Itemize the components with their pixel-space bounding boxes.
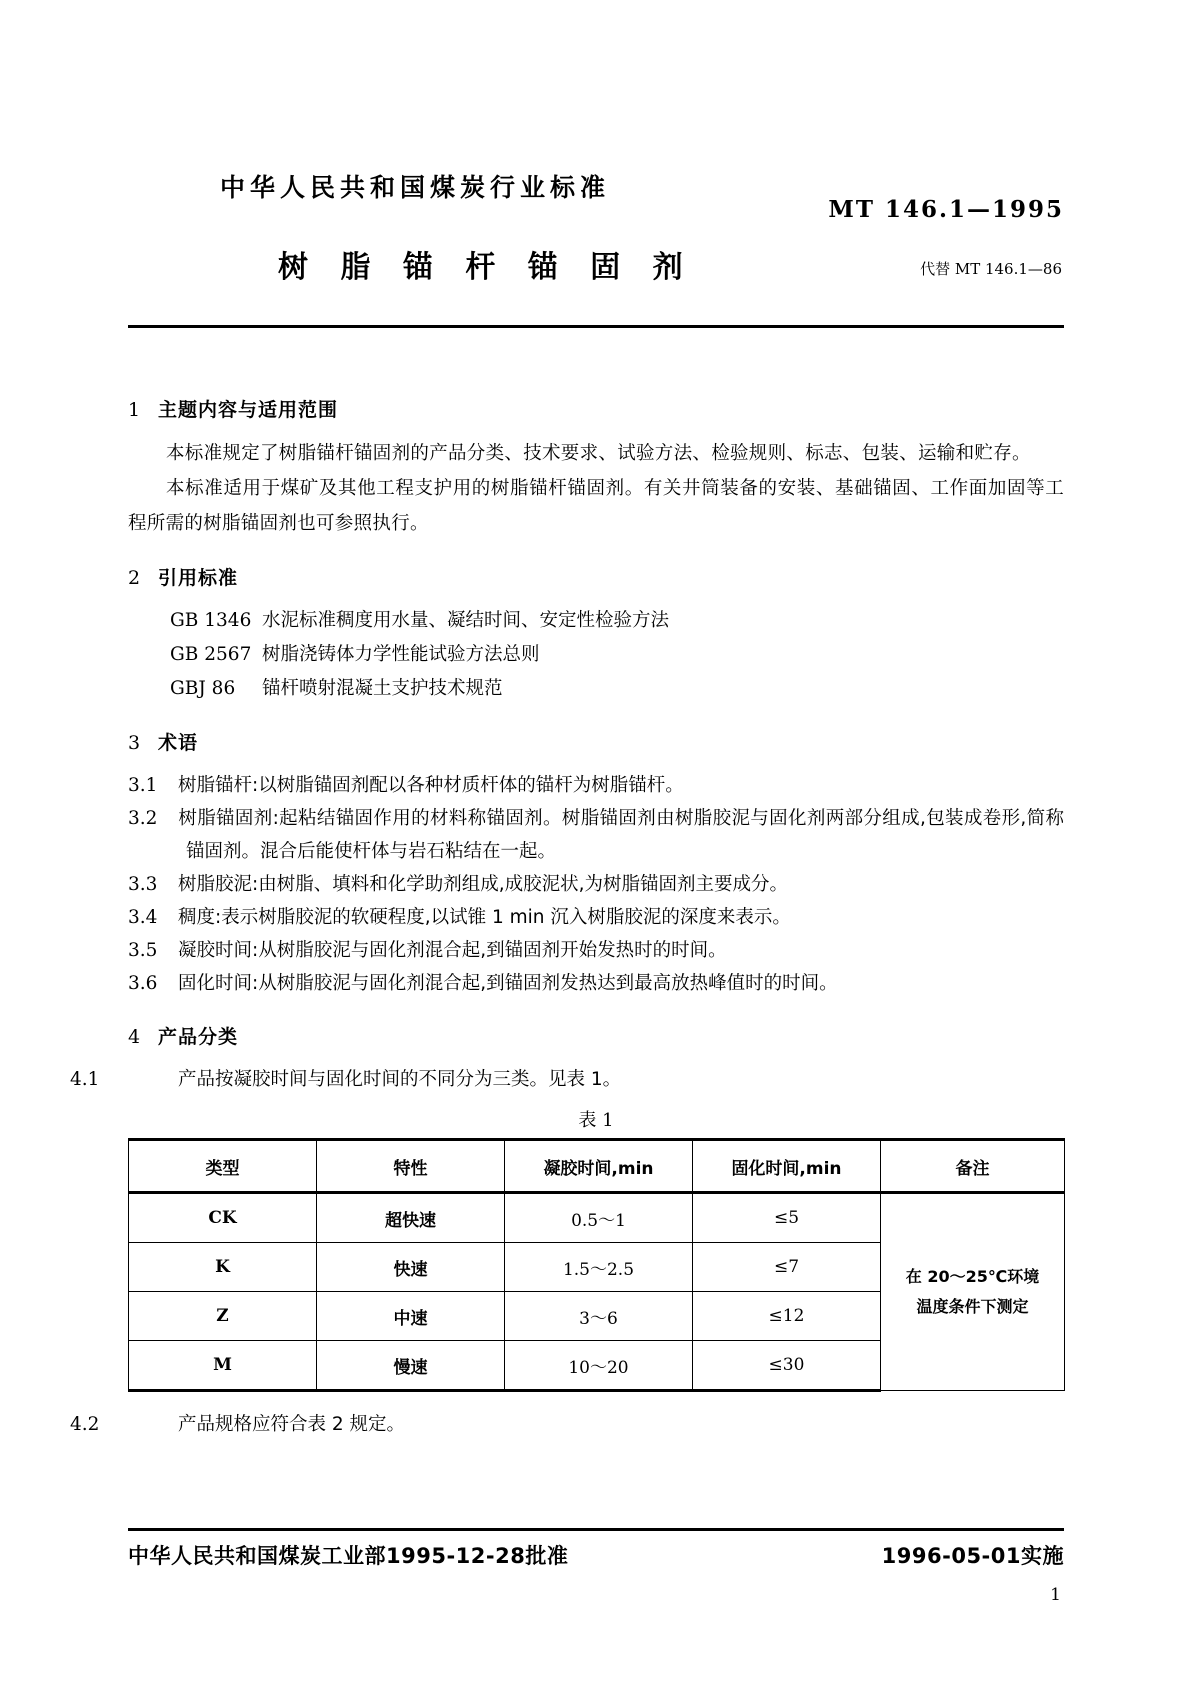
term-number: 3.2 [128,808,158,829]
section-title-2: 引用标准 [158,567,239,589]
column-header-type: 类型 [129,1140,317,1193]
reference-code: GB 2567 [170,644,252,665]
term-text: 树脂胶泥:由树脂、填料和化学助剂组成,成胶泥状,为树脂锚固剂主要成分。 [178,874,788,895]
cell-feature: 快速 [317,1243,505,1292]
approval-statement: 中华人民共和国煤炭工业部1995-12-28批准 [128,1544,569,1568]
cell-gel-time: 0.5～1 [505,1193,693,1243]
cell-type: CK [129,1193,317,1243]
term-text: 固化时间:从树脂胶泥与固化剂混合起,到锚固剂发热达到最高放热峰值时的时间。 [178,973,838,994]
referenced-standards-list [128,604,1064,706]
column-header-gel-time: 凝胶时间,min [505,1140,693,1193]
clause-number: 4.2 [70,1414,100,1435]
cell-type: Z [129,1292,317,1341]
term-number: 3.5 [128,940,158,961]
product-classification-table [128,1138,1065,1392]
reference-code: GB 1346 [170,610,252,631]
section-number-2: 2 [128,567,142,589]
list-item [128,672,1064,706]
cell-type: K [129,1243,317,1292]
column-header-remark: 备注 [881,1140,1065,1193]
section1-paragraph-1: 本标准规定了树脂锚杆锚固剂的产品分类、技术要求、试验方法、检验规则、标志、包装、运输和贮存。 [166,443,1031,464]
reference-title: 树脂浇铸体力学性能试验方法总则 [262,644,540,665]
section-title-1: 主题内容与适用范围 [158,399,339,421]
table-row [129,1193,1065,1243]
cell-cure-time: ≤7 [693,1243,881,1292]
list-item [128,638,1064,672]
reference-title: 水泥标准稠度用水量、凝结时间、安定性检验方法 [262,610,670,631]
cell-cure-time: ≤30 [693,1341,881,1391]
section1-paragraph-2: 本标准适用于煤矿及其他工程支护用的树脂锚杆锚固剂。有关井筒装备的安装、基础锚固、工作面加固等工程所需的树脂锚固剂也可参照执行。 [128,478,1064,534]
section-heading-1 [128,395,1064,422]
term-text: 树脂锚杆:以树脂锚固剂配以各种材质杆体的锚杆为树脂锚杆。 [178,775,684,796]
clause-text: 产品规格应符合表 2 规定。 [178,1414,406,1435]
cell-cure-time: ≤12 [693,1292,881,1341]
cell-feature: 超快速 [317,1193,505,1243]
term-number: 3.6 [128,973,158,994]
cell-type: M [129,1341,317,1391]
term-text: 稠度:表示树脂胶泥的软硬程度,以试锥 1 min 沉入树脂胶泥的深度来表示。 [178,907,791,928]
cell-remark [881,1193,1065,1391]
cell-gel-time: 10～20 [505,1341,693,1391]
list-item [128,604,1064,638]
document-footer [128,1540,1064,1570]
table1-caption: 表 1 [578,1110,614,1131]
clause-text: 产品按凝胶时间与固化时间的不同分为三类。见表 1。 [178,1069,622,1090]
term-definition [128,967,1064,1000]
clause-number: 4.1 [70,1069,100,1090]
standard-code: MT 146.1—1995 [828,196,1064,223]
document-header [128,160,1064,305]
reference-title: 锚杆喷射混凝土支护技术规范 [262,678,503,699]
section-number-3: 3 [128,732,142,754]
clause-4-1 [70,1063,1064,1096]
effective-date: 1996-05-01实施 [881,1544,1064,1568]
clause-4-2 [70,1408,1064,1441]
remark-line-1: 在 20～25℃环境 [905,1267,1040,1286]
section-title-3: 术语 [158,732,199,754]
reference-code: GBJ 86 [170,678,236,699]
cell-feature: 中速 [317,1292,505,1341]
section-number-4: 4 [128,1026,142,1048]
section-heading-2 [128,563,1064,590]
section-heading-3 [128,728,1064,755]
table-header-row [129,1140,1065,1193]
cell-gel-time: 3～6 [505,1292,693,1341]
term-definition [128,769,1064,802]
page-number: 1 [1050,1585,1061,1605]
section-title-4: 产品分类 [158,1026,239,1048]
document-body [70,395,1064,1441]
term-text: 树脂锚固剂:起粘结锚固作用的材料称锚固剂。树脂锚固剂由树脂胶泥与固化剂两部分组成,包装成卷形,简称锚固剂。混合后能使杆体与岩石粘结在一起。 [178,808,1064,862]
page-title: 树 脂 锚 杆 锚 固 剂 [278,250,694,285]
term-definition [128,934,1064,967]
footer-divider [128,1528,1064,1531]
term-definition [128,802,1064,868]
column-header-cure-time: 固化时间,min [693,1140,881,1193]
section-number-1: 1 [128,399,142,421]
term-text: 凝胶时间:从树脂胶泥与固化剂混合起,到锚固剂开始发热时的时间。 [178,940,727,961]
issuing-organization: 中华人民共和国煤炭行业标准 [220,173,611,202]
cell-gel-time: 1.5～2.5 [505,1243,693,1292]
term-number: 3.3 [128,874,158,895]
remark-line-2: 温度条件下测定 [916,1297,1029,1316]
cell-feature: 慢速 [317,1341,505,1391]
column-header-feature: 特性 [317,1140,505,1193]
term-definition [128,901,1064,934]
cell-cure-time: ≤5 [693,1193,881,1243]
replaced-standard-note: 代替 MT 146.1—86 [920,260,1062,278]
term-number: 3.4 [128,907,158,928]
section-heading-4 [128,1022,1064,1049]
term-number: 3.1 [128,775,158,796]
term-definition [128,868,1064,901]
header-divider [128,325,1064,328]
